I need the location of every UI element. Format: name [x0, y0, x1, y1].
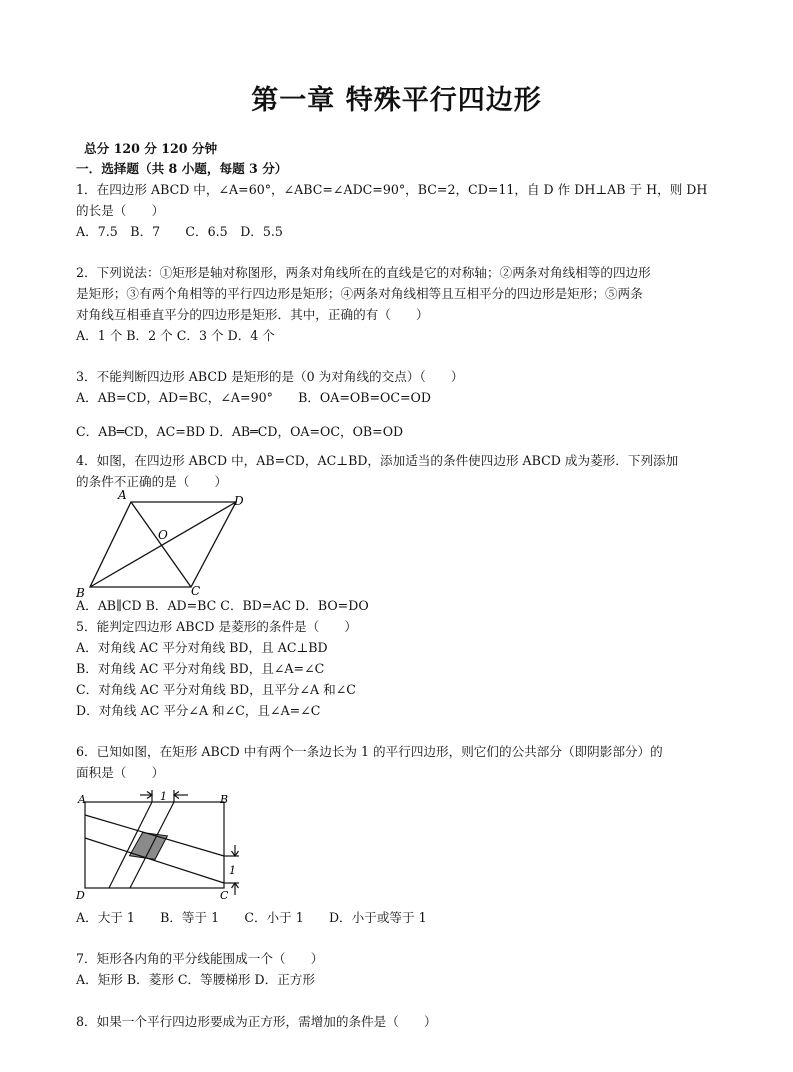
q6-line1: 6．已知如图，在矩形 ABCD 中有两个一条边长为 1 的平行四边形，则它们的公共部分（即阴影部分）的	[76, 744, 663, 759]
q4-line1: 4．如图，在四边形 ABCD 中，AB=CD，AC⊥BD，添加适当的条件使四边形 ABCD 成为菱形．下列添加	[76, 453, 679, 468]
q7-line1: 7．矩形各内角的平分线能围成一个（ ）	[76, 951, 324, 966]
q1-line2: 的长是（ ）	[76, 203, 165, 218]
q2-line2: 是矩形；③有两个角相等的平行四边形是矩形；④两条对角线相等且互相平分的四边形是矩形；⑤两条	[76, 286, 643, 301]
q6-label-d: D	[76, 889, 85, 902]
q6-label-one-top: 1	[160, 790, 167, 803]
q3-line1: 3．不能判断四边形 ABCD 是矩形的是（0 为对角线的交点）（ ）	[76, 369, 464, 384]
q1-options: A．7.5 B．7 C．6.5 D．5.5	[76, 224, 283, 239]
q7-options: A．矩形 B．菱形 C．等腰梯形 D．正方形	[76, 972, 315, 987]
q4-figure	[74, 490, 264, 604]
q6-label-one-right: 1	[229, 864, 236, 877]
q4-label-d: D	[234, 494, 244, 508]
q6-label-a: A	[78, 793, 86, 806]
q6-options: A．大于 1 B．等于 1 C．小于 1 D．小于或等于 1	[76, 910, 427, 925]
q2-options: A．1 个 B．2 个 C．3 个 D．4 个	[76, 328, 275, 343]
q4-label-b: B	[76, 586, 85, 600]
q5-line1: 5．能判定四边形 ABCD 是菱形的条件是（ ）	[76, 619, 358, 634]
q3-options-ab: A．AB=CD，AD=BC，∠A=90° B．OA=OB=OC=OD	[76, 390, 431, 405]
q8-line1: 8．如果一个平行四边形要成为正方形，需增加的条件是（ ）	[76, 1014, 437, 1029]
q6-figure	[74, 785, 254, 909]
q5-option-b: B．对角线 AC 平分对角线 BD，且∠A=∠C	[76, 661, 325, 676]
q5-option-d: D．对角线 AC 平分∠A 和∠C，且∠A=∠C	[76, 703, 321, 718]
q5-option-c: C．对角线 AC 平分对角线 BD，且平分∠A 和∠C	[76, 682, 356, 697]
q6-label-c: C	[220, 889, 229, 902]
q2-line1: 2．下列说法：①矩形是轴对称图形，两条对角线所在的直线是它的对称轴；②两条对角线相等的四边形	[76, 265, 651, 280]
q3-options-cd: C．AB═CD，AC=BD D．AB═CD，OA=OC，OB=OD	[76, 424, 404, 439]
q4-label-o: O	[158, 528, 168, 542]
q5-option-a: A．对角线 AC 平分对角线 BD，且 AC⊥BD	[76, 640, 328, 655]
q4-options: A．AB∥CD B．AD=BC C．BD=AC D．BO=DO	[76, 598, 369, 613]
q6-line2: 面积是（ ）	[76, 765, 165, 780]
q4-label-a: A	[118, 490, 127, 502]
q1-line1: 1．在四边形 ABCD 中，∠A=60°，∠ABC=∠ADC=90°，BC=2，CD=11，自 D 作 DH⊥AB 于 H，则 DH	[76, 182, 708, 197]
q2-line3: 对角线互相垂直平分的四边形是矩形．其中，正确的有（ ）	[76, 307, 429, 322]
q6-label-b: B	[220, 793, 229, 806]
section-heading: 一．选择题（共 8 小题，每题 3 分）	[76, 161, 288, 176]
q4-label-c: C	[191, 584, 201, 598]
page-title: 第一章 特殊平行四边形	[251, 85, 542, 116]
meta-score-time: 总分 120 分 120 分钟	[84, 141, 218, 156]
q4-line2: 的条件不正确的是（ ）	[76, 474, 228, 489]
